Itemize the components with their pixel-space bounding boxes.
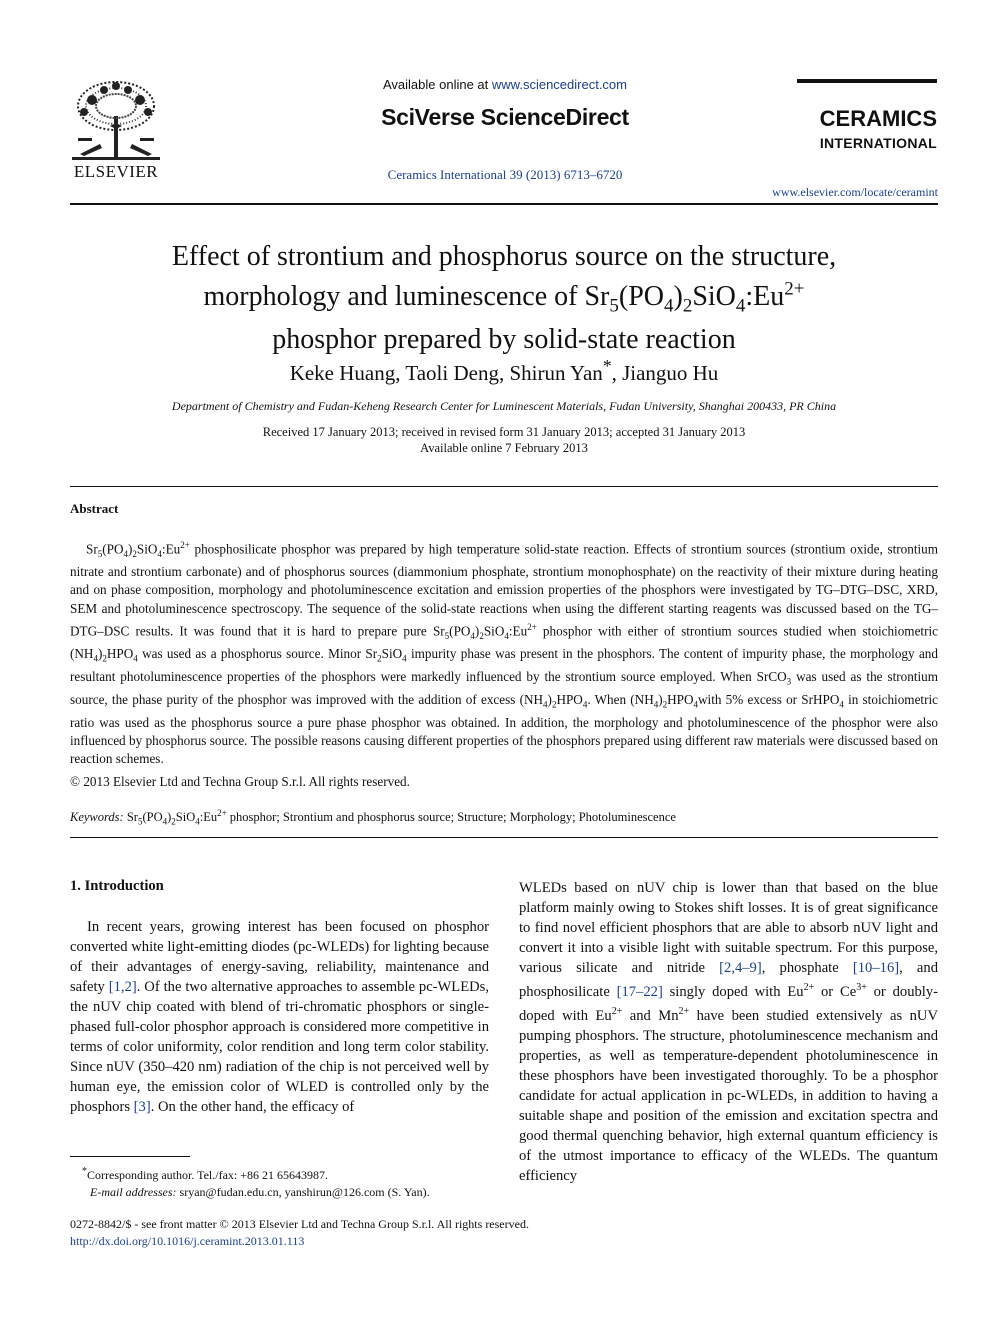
sciencedirect-link[interactable]: www.sciencedirect.com [491, 77, 627, 92]
citation-link[interactable]: [10–16] [852, 960, 900, 976]
front-matter [70, 1216, 938, 1250]
journal-logo-subtitle: INTERNATIONAL [819, 135, 937, 151]
corresponding-author-mark[interactable]: * [602, 356, 612, 376]
issn-line: 0272-8842/$ - see front matter © 2013 Elsevier Ltd and Techna Group S.r.l. All rights reserved. [70, 1217, 529, 1231]
citation-link[interactable]: [1,2] [108, 979, 137, 995]
keywords: Keywords: $Sr_5(PO_4)_2SiO_4:Eu^{2+}$ phosphor; Strontium and phosphorus source; Structure; Morphology; Photoluminescence [70, 808, 676, 827]
available-online-date: Available online 7 February 2013 [420, 441, 588, 455]
title-line-1: Effect of strontium and phosphorus source on the structure, [171, 241, 837, 272]
elsevier-logo [70, 78, 162, 186]
header-divider [70, 203, 938, 205]
author-list: Keke Huang, Taoli Deng, Shirun Yan*, Jianguo Hu [289, 356, 719, 385]
elsevier-tree-icon [70, 78, 162, 160]
abstract-top-divider [70, 486, 938, 487]
keywords-list: phosphor; Strontium and phosphorus source; Structure; Morphology; Photoluminescence [226, 810, 676, 825]
citation-link[interactable]: [2,4–9] [719, 960, 762, 976]
title-line-2: morphology and luminescence of $Sr_5(PO_4)_2SiO_4:Eu^{2+}$ [203, 279, 805, 317]
introduction-left-column: In recent years, growing interest has been focused on phosphor converted white light-emitting diodes (pc-WLEDs) for lighting because of their advantages of energy-saving, reliability, maintenance and safety [1,2]. Of the two alternative approaches to assemble pc-WLEDs, the nUV chip coated with blend of tri-chromatic phosphors or single-phased full-color phosphor approach is considered more competitive in terms of color uniformity, color rendition and long term color stability. Since nUV (350–420 nm) radiation of the chip is not perceived well by human eye, the emission color of WLED is controlled only by the phosphors [3]. On the other hand, the efficacy of [70, 919, 489, 1115]
footnote-divider [70, 1156, 190, 1157]
affiliation: Department of Chemistry and Fudan-Keheng Research Center for Luminescent Materials, Fudan University, Shanghai 200433, PR China [171, 399, 837, 413]
available-online-label: Available online at [382, 77, 492, 92]
journal-logo-title: CERAMICS [819, 106, 937, 131]
elsevier-wordmark: ELSEVIER [73, 162, 159, 181]
introduction-right-column: WLEDs based on nUV chip is lower than that based on the blue platform mainly owing to Stokes shift losses. It is of great significance to find novel efficient phosphors that are able to absorb nUV light and convert it into a visible light with suitable spectrum. For this purpose, various silicate and nitride [2,4–9], phosphate [10–16], and phosphosilicate [17–22] singly doped with $Eu^{2+}$ or $Ce^{3+}$ or doubly-doped with $Eu^{2+}$ and $Mn^{2+}$ have been studied extensively as nUV pumping phosphors. The structure, photoluminescence mechanism and properties, as well as temperature-dependent photoluminescence in these phosphors have been investigated thoroughly. To be a phosphor candidate for actual application in pc-WLEDs, in addition to having a suitable shape and position of the emission and excitation spectra and good thermal quenching behavior, high external quantum efficiency is of the utmost importance to efficacy of the WLEDs. The quantum efficiency [519, 880, 938, 1184]
available-online-line [300, 77, 710, 92]
footnote-emails: E-mail addresses: sryan@fudan.edu.cn, yanshirun@126.com (S. Yan). [90, 1185, 430, 1199]
article-title [90, 240, 918, 356]
journal-logo-rule [797, 79, 937, 83]
keywords-label: Keywords: [70, 810, 124, 825]
keywords-divider [70, 837, 938, 838]
section-heading-introduction: 1. Introduction [70, 878, 164, 894]
abstract-text: $Sr_5(PO_4)_2SiO_4:Eu^{2+}$ phosphosilicate phosphor was prepared by high temperature solid-state reaction. Effects of strontium sources (strontium oxide, strontium nitrate and strontium carbonate) and of phosphorus sources (diammonium phosphate, strontium monophosphate) on the reactivity of their mixture during heating and on phase composition, morphology and photoluminescence excitation and emission properties of the phosphors were investigated by TG–DTG–DSC, XRD, SEM and photoluminescence spectroscopy. The sequence of the solid-state reactions when using the different starting reagents was discussed based on the TG–DTG–DSC results. It was found that it is hard to prepare pure $Sr_5(PO_4)_2SiO_4:Eu^{2+}$ phosphor with either of strontium sources studied when stoichiometric $(NH_4)_2HPO_4$ was used as a phosphorus source. Minor $Sr_2SiO_4$ impurity phase was present in the phosphors. The content of impurity phase, the morphology and resultant photoluminescence properties of the phosphors were markedly influenced by the strontium source employed. When SrCO$_3$ was used as the strontium source, the phase purity of the phosphor was improved with the addition of excess $(NH_4)_2HPO_4$. When $(NH_4)_2HPO_4with$ 5% excess or SrHPO$_4$ in stoichiometric ratio was used as the phosphorus source a pure phase phosphor was obtained. In addition, the morphology and photoluminescence of the phosphor were also influenced by phosphorus source. The possible reasons causing different properties of the phosphors prepared using different raw materials were discussed based on reaction schemes. [70, 540, 938, 767]
doi-link[interactable]: http://dx.doi.org/10.1016/j.ceramint.2013.01.113 [70, 1234, 305, 1248]
journal-reference-link[interactable]: Ceramics International 39 (2013) 6713–6720 [387, 167, 623, 182]
abstract-copyright: © 2013 Elsevier Ltd and Techna Group S.r.l. All rights reserved. [70, 774, 410, 789]
footnote-corresponding: *Corresponding author. Tel./fax: +86 21 65643987. [82, 1166, 329, 1182]
abstract-heading: Abstract [70, 501, 119, 516]
journal-url-link[interactable]: www.elsevier.com/locate/ceramint [772, 185, 938, 199]
citation-link[interactable]: [3] [133, 1099, 151, 1115]
citation-link[interactable]: [17–22] [616, 983, 663, 1000]
sciverse-logo: SciVerse ScienceDirect [381, 104, 629, 130]
title-line-3: phosphor prepared by solid-state reaction [272, 323, 736, 355]
footnote [70, 1163, 489, 1201]
received-dates: Received 17 January 2013; received in revised form 31 January 2013; accepted 31 January 2013 [262, 425, 746, 439]
